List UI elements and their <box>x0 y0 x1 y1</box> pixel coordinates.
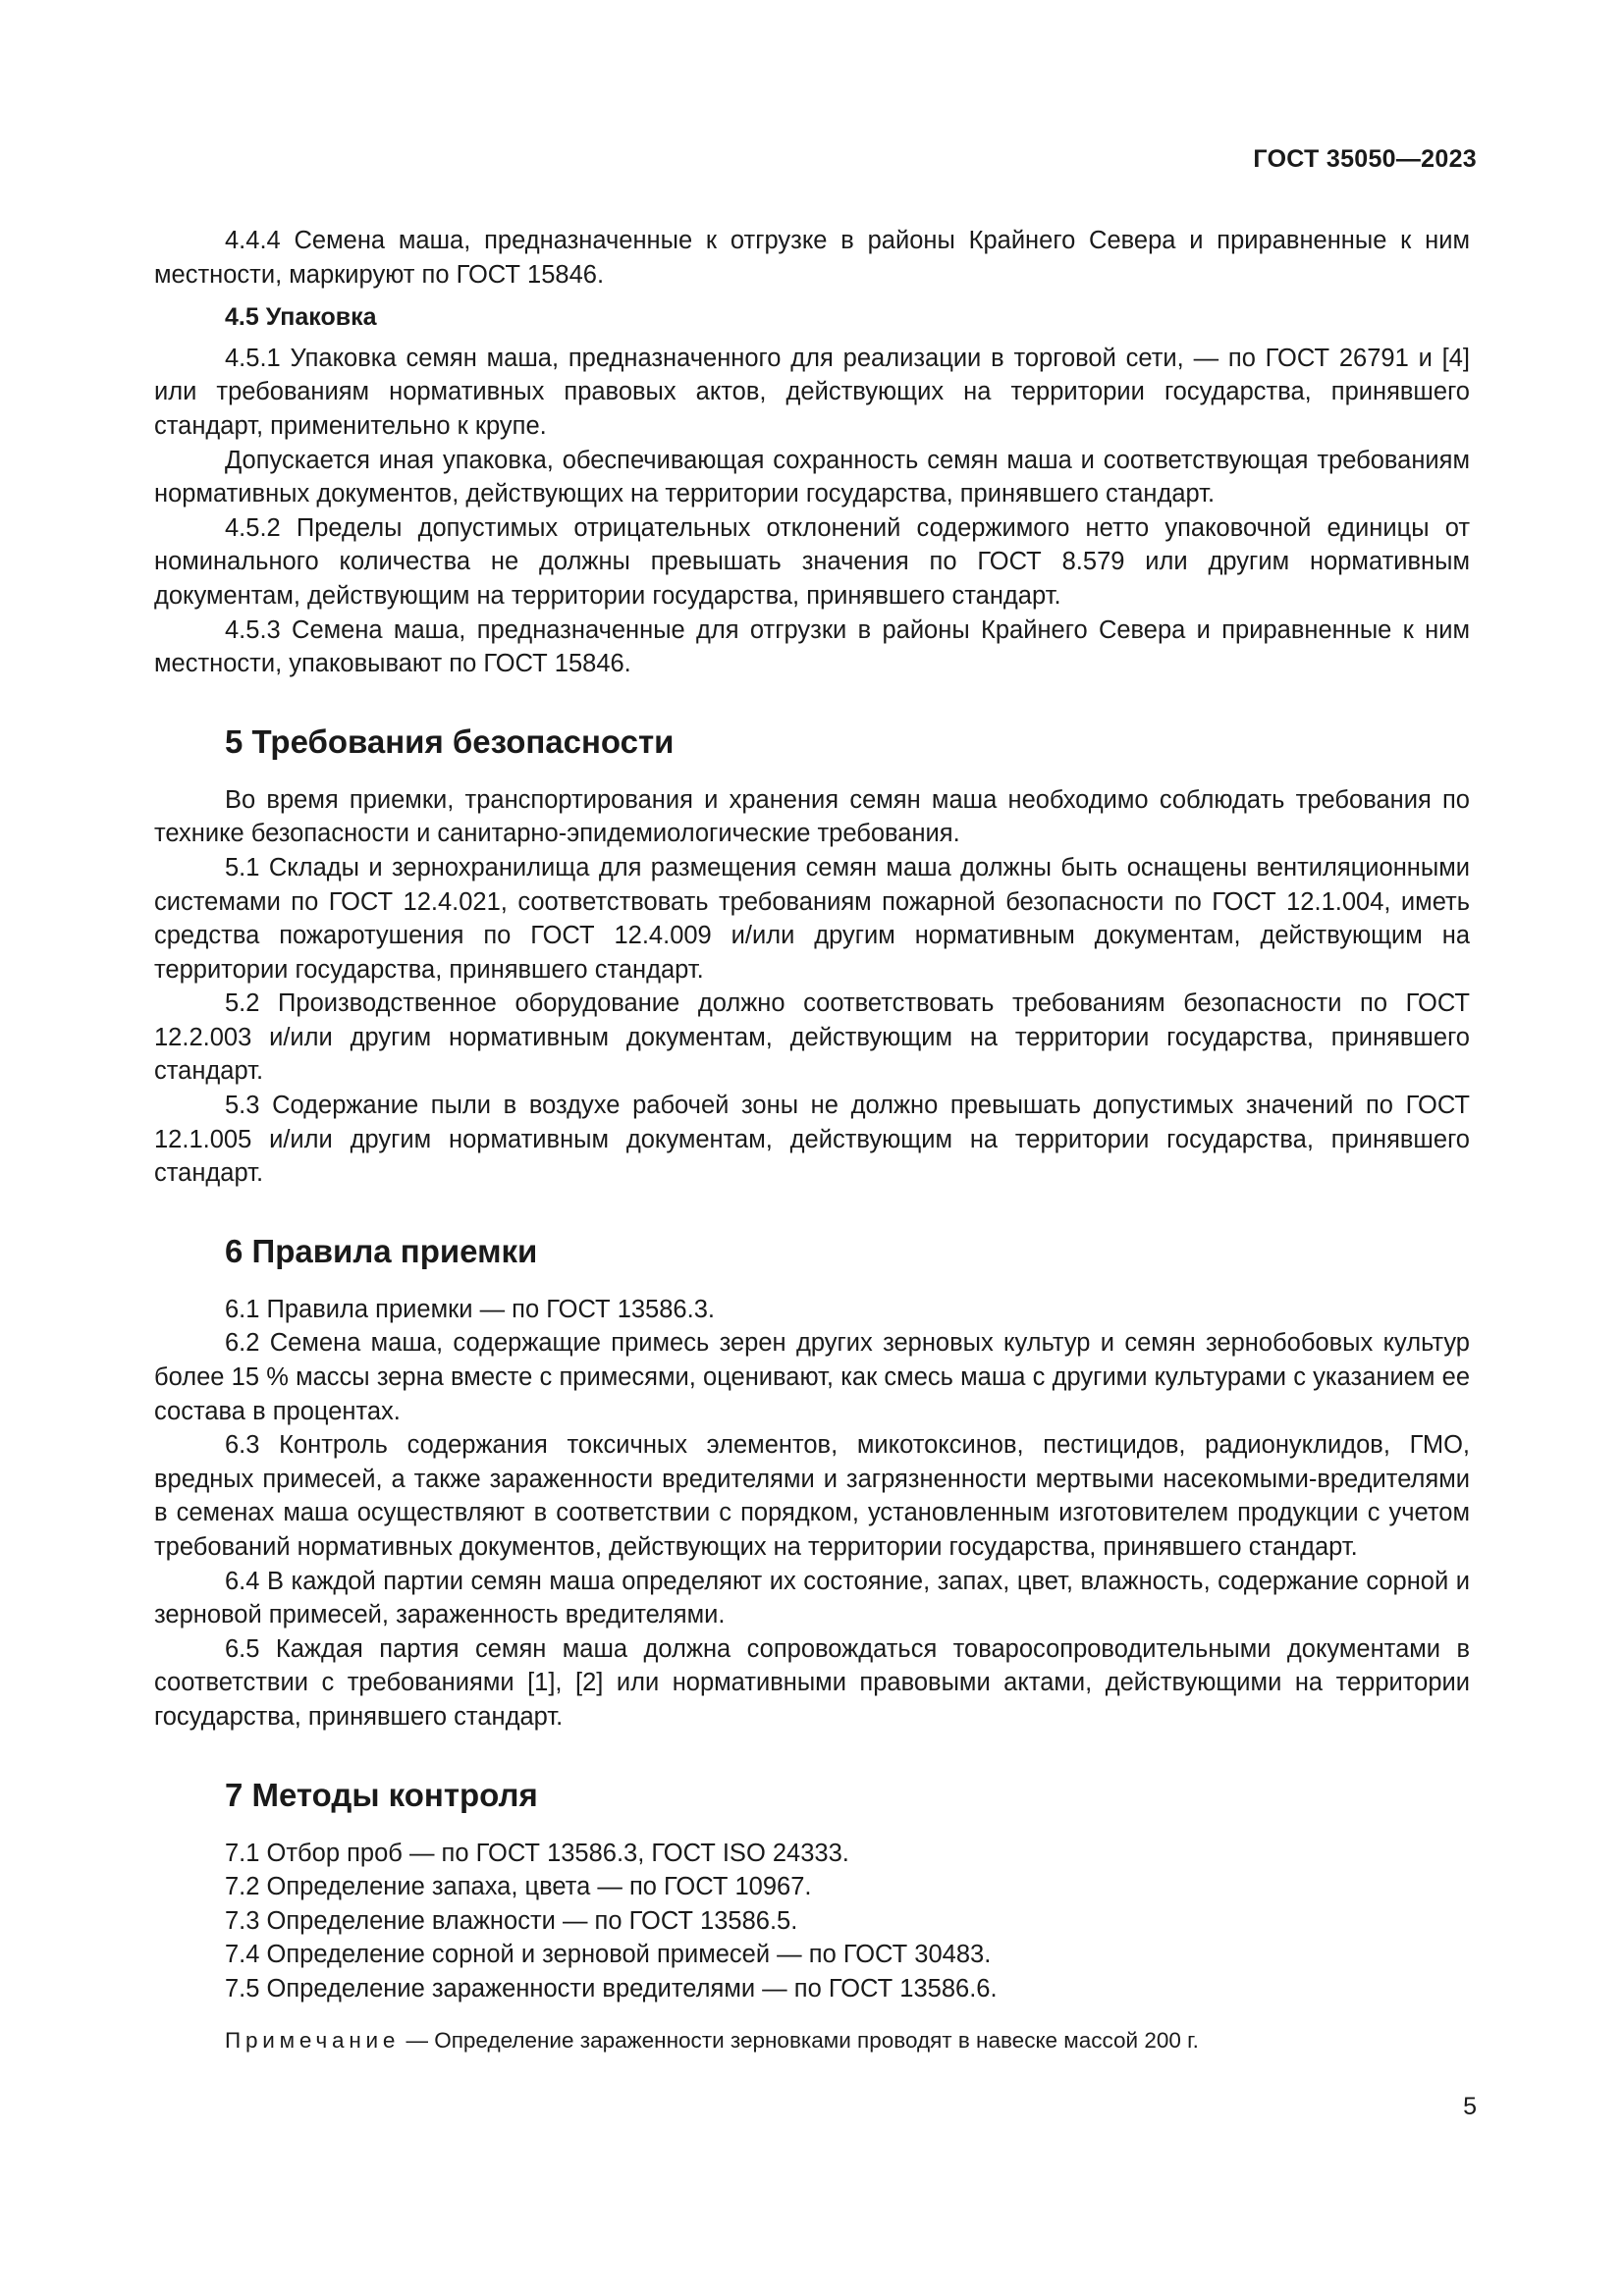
list-item: 7.2 Определение запаха, цвета — по ГОСТ 10967. <box>225 1873 812 1901</box>
section-heading: 5 Требования безопасности <box>225 722 675 760</box>
section-heading: 6 Правила приемки <box>225 1232 538 1269</box>
paragraph: 6.5 Каждая партия семян маша должна сопровождаться товаросопроводительными документами в соответствии с требованиями [1], [2] или нормативными правовыми актами, действующими на территории государства, принявшего стандарт. <box>154 1634 1470 1731</box>
standard-number: ГОСТ 35050—2023 <box>1253 145 1477 173</box>
note-label: Примечание <box>225 2027 401 2053</box>
document-body <box>154 224 1470 2057</box>
list-item: 7.1 Отбор проб — по ГОСТ 13586.3, ГОСТ ISO 24333. <box>225 1839 849 1867</box>
list-item: 7.4 Определение сорной и зерновой примесей — по ГОСТ 30483. <box>225 1941 992 1969</box>
paragraph: Во время приемки, транспортирования и хранения семян маша необходимо соблюдать требования по технике безопасности и санитарно-эпидемиологические требования. <box>154 785 1470 848</box>
subsection-heading: 4.5 Упаковка <box>225 303 377 332</box>
list-item: 7.5 Определение зараженности вредителями — по ГОСТ 13586.6. <box>225 1974 998 2002</box>
paragraph: 6.2 Семена маша, содержащие примесь зерен других зерновых культур и семян зернобобовых культур более 15 % массы зерна вместе с примесями, оценивают, как смесь маша с другими культурами с указанием ее состава в процентах. <box>154 1329 1470 1425</box>
paragraph: 5.1 Склады и зернохранилища для размещения семян маша должны быть оснащены вентиляционными системами по ГОСТ 12.4.021, соответствовать требованиям пожарной безопасности по ГОСТ 12.1.004, иметь средства пожаротушения по ГОСТ 12.4.009 и/или другим нормативным документам, действующим на территории государства, принявшего стандарт. <box>154 853 1470 984</box>
paragraph: 5.2 Производственное оборудование должно соответствовать требованиям безопасности по ГОСТ 12.2.003 и/или другим нормативным документам, действующим на территории государства, принявшего стандарт. <box>154 989 1470 1086</box>
paragraph: 5.3 Содержание пыли в воздухе рабочей зоны не должно превышать допустимых значений по ГОСТ 12.1.005 и/или другим нормативным документам, действующим на территории государства, принявшего стандарт. <box>154 1092 1470 1188</box>
paragraph: 4.5.2 Пределы допустимых отрицательных отклонений содержимого нетто упаковочной единицы от номинального количества не должны превышать значения по ГОСТ 8.579 или другим нормативным документам, действующим на территории государства, принявшего стандарт. <box>154 513 1470 610</box>
note <box>154 2024 1470 2058</box>
paragraph: 4.4.4 Семена маша, предназначенные к отгрузке в районы Крайнего Севера и приравненные к ним местности, маркируют по ГОСТ 15846. <box>154 227 1470 289</box>
paragraph: 4.5.3 Семена маша, предназначенные для отгрузки в районы Крайнего Севера и приравненные к ним местности, упаковывают по ГОСТ 15846. <box>154 615 1470 678</box>
paragraph: 6.1 Правила приемки — по ГОСТ 13586.3. <box>225 1295 715 1323</box>
paragraph: Допускается иная упаковка, обеспечивающая сохранность семян маша и соответствующая требованиям нормативных документов, действующих на территории государства, принявшего стандарт. <box>154 446 1470 508</box>
paragraph: 4.5.1 Упаковка семян маша, предназначенного для реализации в торговой сети, — по ГОСТ 26791 и [4] или требованиям нормативных правовых актов, действующих на территории государства, принявшего стандарт, применительно к крупе. <box>154 344 1470 440</box>
section-heading: 7 Методы контроля <box>225 1776 538 1813</box>
note-text: — Определение зараженности зерновками проводят в навеске массой 200 г. <box>400 2027 1199 2053</box>
paragraph: 6.4 В каждой партии семян маша определяют их состояние, запах, цвет, влажность, содержание сорной и зерновой примесей, зараженность вредителями. <box>154 1567 1470 1629</box>
page-number: 5 <box>1463 2093 1477 2120</box>
list-item: 7.3 Определение влажности — по ГОСТ 13586.5. <box>225 1906 798 1935</box>
paragraph: 6.3 Контроль содержания токсичных элементов, микотоксинов, пестицидов, радионуклидов, ГМО, вредных примесей, а также зараженности вредителями и загрязненности мертвыми насекомыми-вредителями в семенах маша осуществляют в соответствии с порядком, установленным изготовителем продукции с учетом требований нормативных документов, действующих на территории государства, принявшего стандарт. <box>154 1431 1470 1561</box>
